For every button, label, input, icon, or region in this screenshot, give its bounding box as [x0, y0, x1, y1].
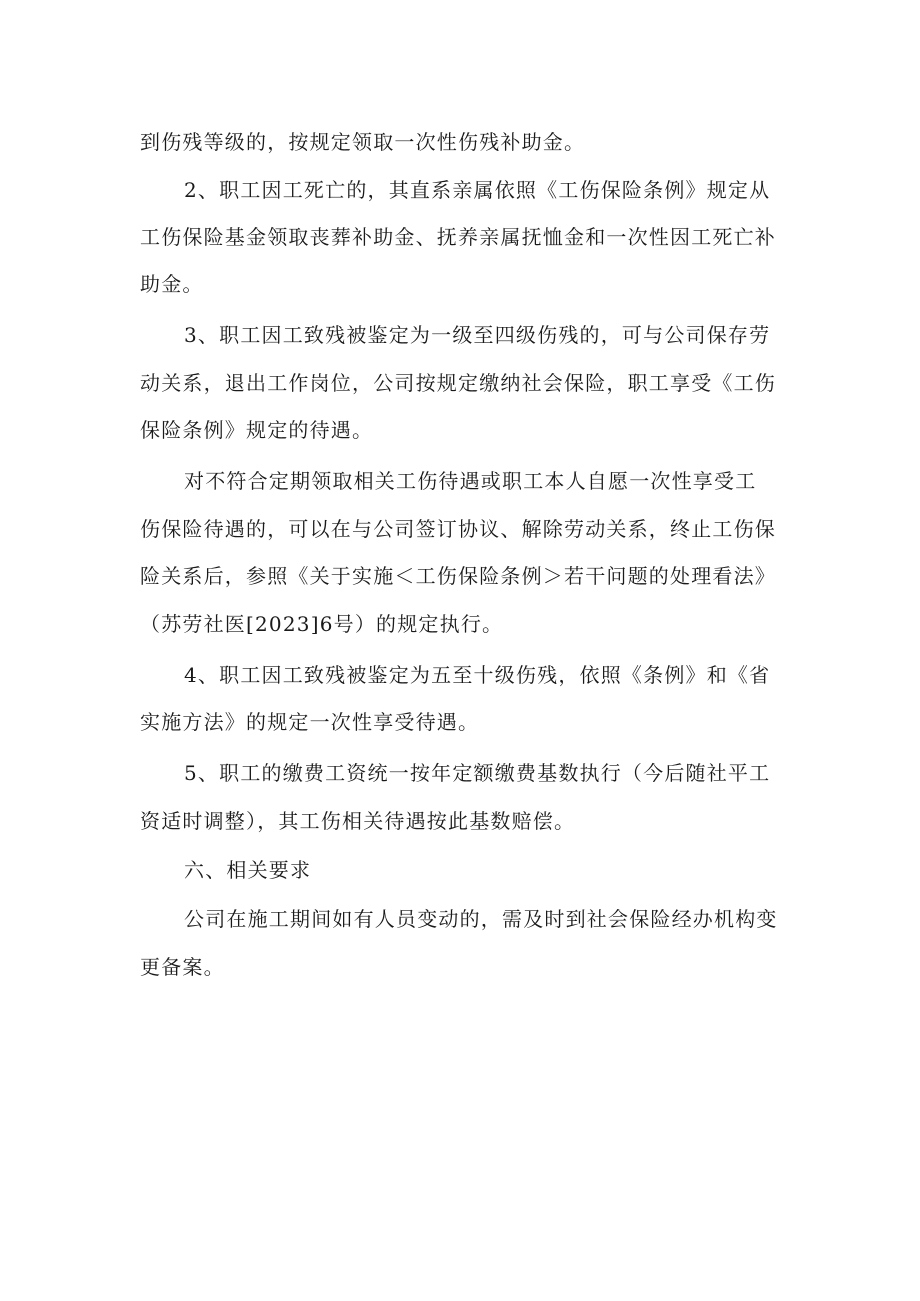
- paragraph-1-line-1: 到伤残等级的，按规定领取一次性伤残补助金。: [140, 130, 586, 154]
- paragraph-6-line-2: 资适时调整），其工伤相关待遇按此基数赔偿。: [140, 809, 576, 833]
- paragraph-5-line-1: 4、职工因工致残被鉴定为五至十级伤残，依照《条例》和《省: [184, 663, 771, 687]
- paragraph-4-line-2: 伤保险待遇的，可以在与公司签订协议、解除劳动关系，终止工伤保: [140, 517, 776, 541]
- paragraph-4-line-1: 对不符合定期领取相关工伤待遇或职工本人自愿一次性享受工: [184, 469, 757, 493]
- paragraph-7-line-2: 更备案。: [140, 955, 225, 979]
- paragraph-6-line-1: 5、职工的缴费工资统一按年定额缴费基数执行（今后随社平工: [184, 761, 771, 785]
- paragraph-2-line-3: 助金。: [140, 272, 204, 296]
- paragraph-3-line-1: 3、职工因工致残被鉴定为一级至四级伤残的，可与公司保存劳: [184, 323, 771, 347]
- paragraph-2-line-1: 2、职工因工死亡的，其直系亲属依照《工伤保险条例》规定从: [184, 178, 771, 202]
- paragraph-4-line-4: （苏劳社医[2023]6号）的规定执行。: [140, 612, 504, 636]
- paragraph-5-line-2: 实施方法》的规定一次性享受待遇。: [140, 710, 480, 734]
- paragraph-3-line-2: 动关系，退出工作岗位，公司按规定缴纳社会保险，职工享受《工伤: [140, 371, 776, 395]
- paragraph-2-line-2: 工伤保险基金领取丧葬补助金、抚养亲属抚恤金和一次性因工死亡补: [140, 225, 776, 249]
- paragraph-7-line-1: 公司在施工期间如有人员变动的，需及时到社会保险经办机构变: [184, 907, 778, 931]
- paragraph-3-line-3: 保险条例》规定的待遇。: [140, 418, 374, 442]
- paragraph-4-line-3: 险关系后，参照《关于实施＜工伤保险条例＞若干问题的处理看法》: [140, 564, 776, 588]
- section-heading: 六、相关要求: [184, 858, 312, 882]
